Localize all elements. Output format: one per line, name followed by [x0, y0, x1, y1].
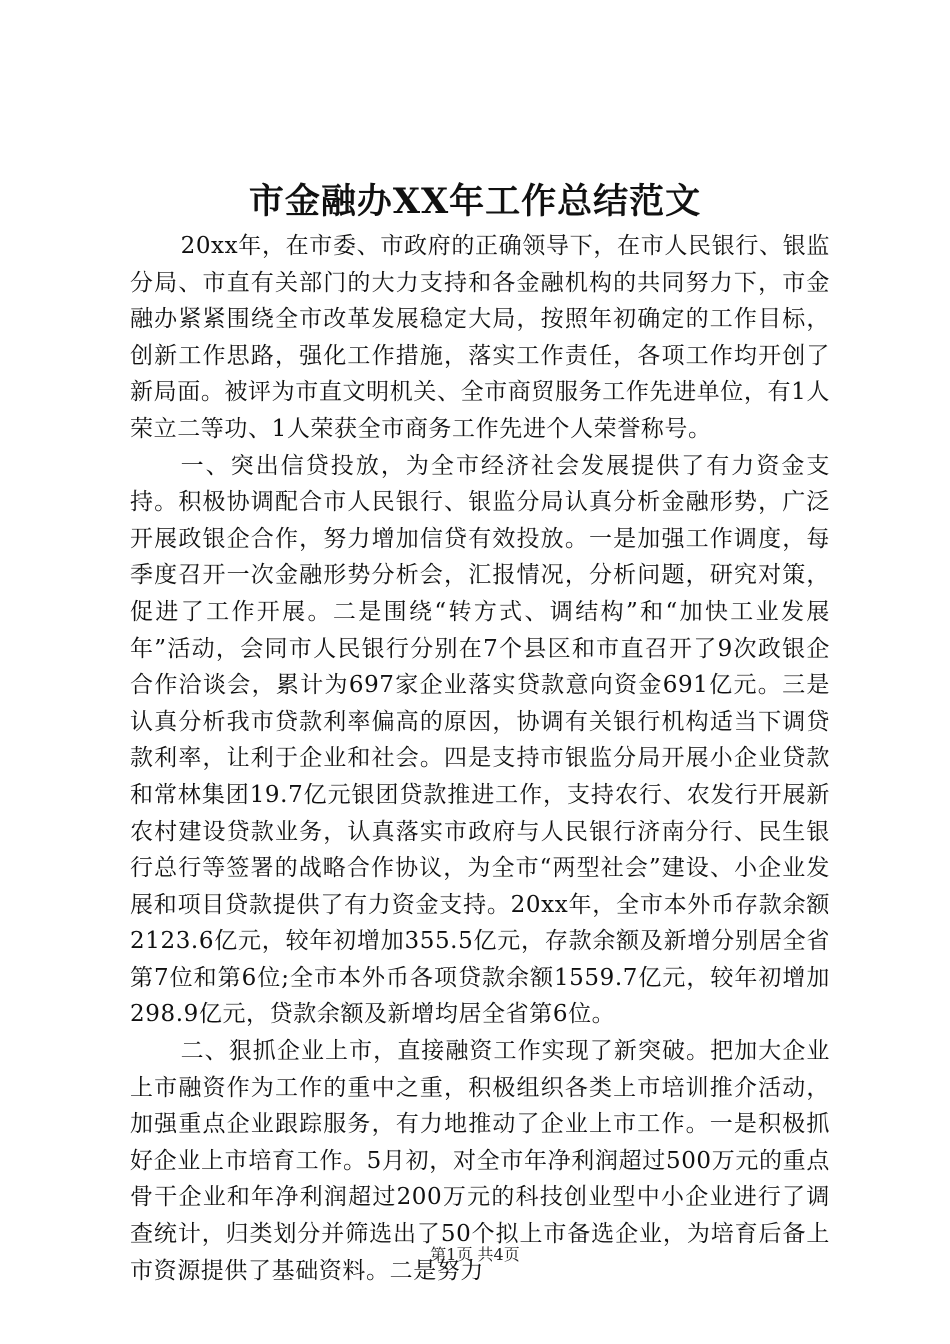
paragraph-section-2: 二、狠抓企业上市，直接融资工作实现了新突破。把加大企业上市融资作为工作的重中之重，积极组织各类上市培训推介活动，加强重点企业跟踪服务，有力地推动了企业上市工作。一是积极抓好企业上市培育工作。5月初，对全市年净利润超过500万元的重点骨干企业和年净利润超过200万元的科技创业型中小企业进行了调查统计，归类划分并筛选出了50个拟上市备选企业，为培育后备上市资源提供了基础资料。二是努力: [130, 1038, 830, 1284]
paragraph-intro: 20xx年，在市委、市政府的正确领导下，在市人民银行、银监分局、市直有关部门的大力支持和各金融机构的共同努力下，市金融办紧紧围绕全市改革发展稳定大局，按照年初确定的工作目标，创新工作思路，强化工作措施，落实工作责任，各项工作均开创了新局面。被评为市直文明机关、全市商贸服务工作先进单位，有1人荣立二等功、1人荣获全市商务工作先进个人荣誉称号。: [130, 233, 830, 442]
page-title: 市金融办XX年工作总结范文: [248, 181, 702, 222]
page-footer: 第1页 共4页: [430, 1245, 520, 1264]
paragraph-section-1: 一、突出信贷投放，为全市经济社会发展提供了有力资金支持。积极协调配合市人民银行、银监分局认真分析金融形势，广泛开展政银企合作，努力增加信贷有效投放。一是加强工作调度，每季度召开一次金融形势分析会，汇报情况，分析问题，研究对策，促进了工作开展。二是围绕“转方式、调结构”和“加快工业发展年”活动，会同市人民银行分别在7个县区和市直召开了9次政银企合作洽谈会，累计为697家企业落实贷款意向资金691亿元。三是认真分析我市贷款利率偏高的原因，协调有关银行机构适当下调贷款利率，让利于企业和社会。四是支持市银监分局开展小企业贷款和常林集团19.7亿元银团贷款推进工作，支持农行、农发行开展新农村建设贷款业务，认真落实市政府与人民银行济南分行、民生银行总行等签署的战略合作协议，为全市“两型社会”建设、小企业发展和项目贷款提供了有力资金支持。20xx年，全市本外币存款余额2123.6亿元，较年初增加355.5亿元，存款余额及新增分别居全省第7位和第6位;全市本外币各项贷款余额1559.7亿元，较年初增加298.9亿元，贷款余额及新增均居全省第6位。: [130, 452, 830, 1028]
document-body: [130, 228, 830, 1289]
